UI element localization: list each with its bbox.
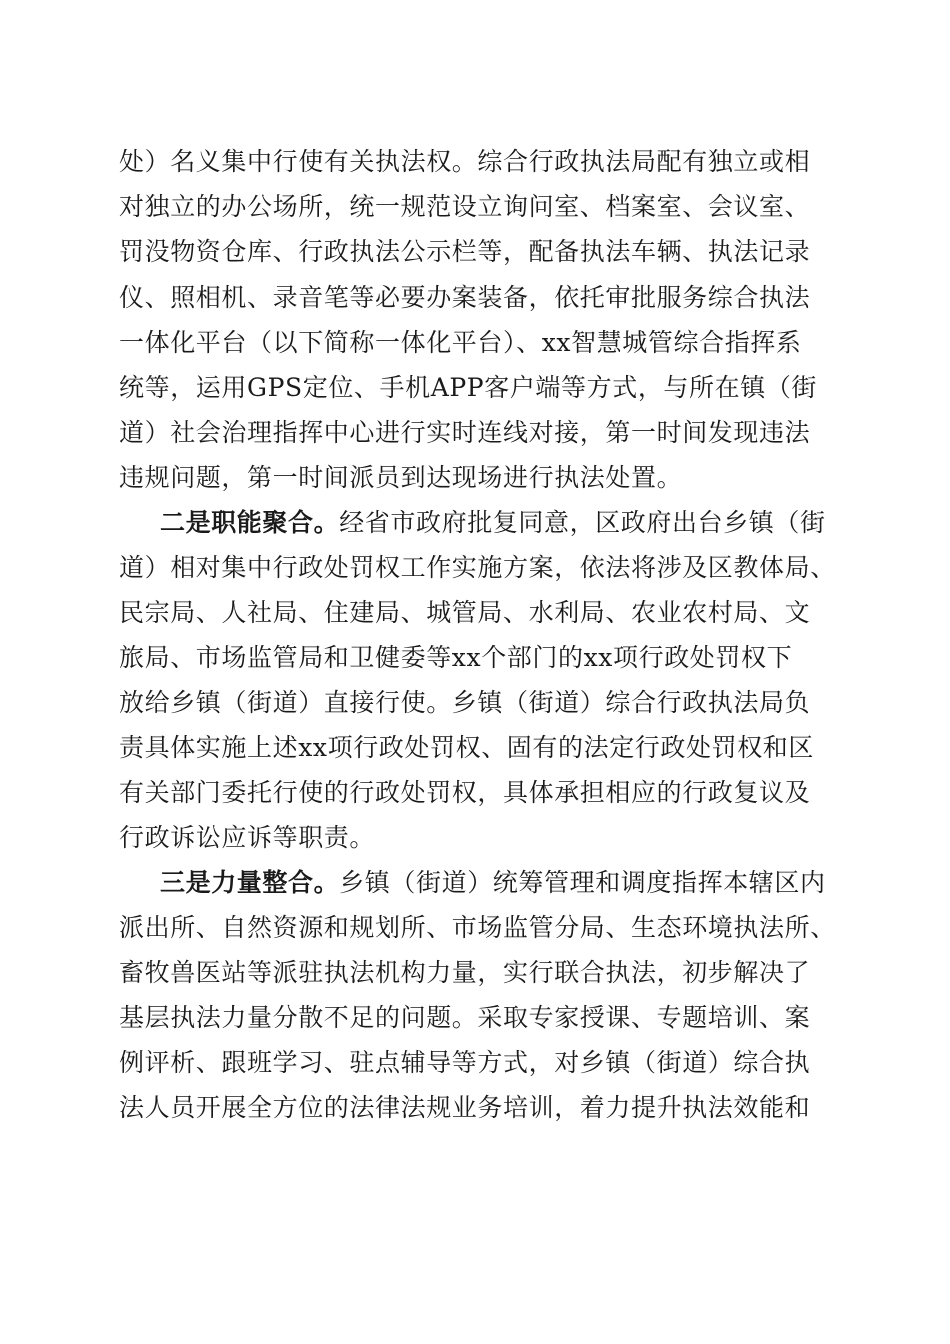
text-line: 行政诉讼应诉等职责。	[119, 823, 376, 852]
text-line: 放给乡镇（街道）直接行使。乡镇（街道）综合行政执法局负	[119, 688, 811, 717]
text-line: 道）社会治理指挥中心进行实时连线对接，第一时间发现违法	[119, 418, 811, 447]
paragraph-text: 经省市政府批复同意，区政府出台乡镇（街	[339, 508, 826, 537]
paragraph-first-line	[160, 863, 826, 903]
text-line: 统等，运用GPS定位、手机APP客户端等方式，与所在镇（街	[119, 373, 818, 402]
text-line: 法人员开展全方位的法律法规业务培训，着力提升执法效能和	[119, 1093, 811, 1122]
text-line: 处）名义集中行使有关执法权。综合行政执法局配有独立或相	[119, 147, 811, 176]
text-line: 违规问题，第一时间派员到达现场进行执法处置。	[119, 463, 683, 492]
text-line: 道）相对集中行政处罚权工作实施方案，依法将涉及区教体局、	[119, 553, 836, 582]
text-line: 畜牧兽医站等派驻执法机构力量，实行联合执法，初步解决了	[119, 958, 811, 987]
text-line: 责具体实施上述xx项行政处罚权、固有的法定行政处罚权和区	[119, 733, 815, 762]
paragraph-first-line	[160, 503, 826, 543]
text-line: 旅局、市场监管局和卫健委等xx个部门的xx项行政处罚权下	[119, 643, 793, 672]
text-line: 民宗局、人社局、住建局、城管局、水利局、农业农村局、文	[119, 598, 811, 627]
paragraph-text: 乡镇（街道）统筹管理和调度指挥本辖区内	[339, 868, 826, 897]
text-line: 罚没物资仓库、行政执法公示栏等，配备执法车辆、执法记录	[119, 237, 811, 266]
paragraph-heading: 二是职能聚合。	[160, 508, 340, 537]
paragraph-heading: 三是力量整合。	[160, 868, 340, 897]
text-line: 基层执法力量分散不足的问题。采取专家授课、专题培训、案	[119, 1003, 811, 1032]
text-line: 对独立的办公场所，统一规范设立询问室、档案室、会议室、	[119, 192, 811, 221]
text-line: 仪、照相机、录音笔等必要办案装备，依托审批服务综合执法	[119, 283, 811, 312]
text-line: 例评析、跟班学习、驻点辅导等方式，对乡镇（街道）综合执	[119, 1048, 811, 1077]
text-line: 一体化平台（以下简称一体化平台）、xx智慧城管综合指挥系	[119, 328, 802, 357]
text-line: 有关部门委托行使的行政处罚权，具体承担相应的行政复议及	[119, 778, 811, 807]
text-line: 派出所、自然资源和规划所、市场监管分局、生态环境执法所、	[119, 913, 836, 942]
